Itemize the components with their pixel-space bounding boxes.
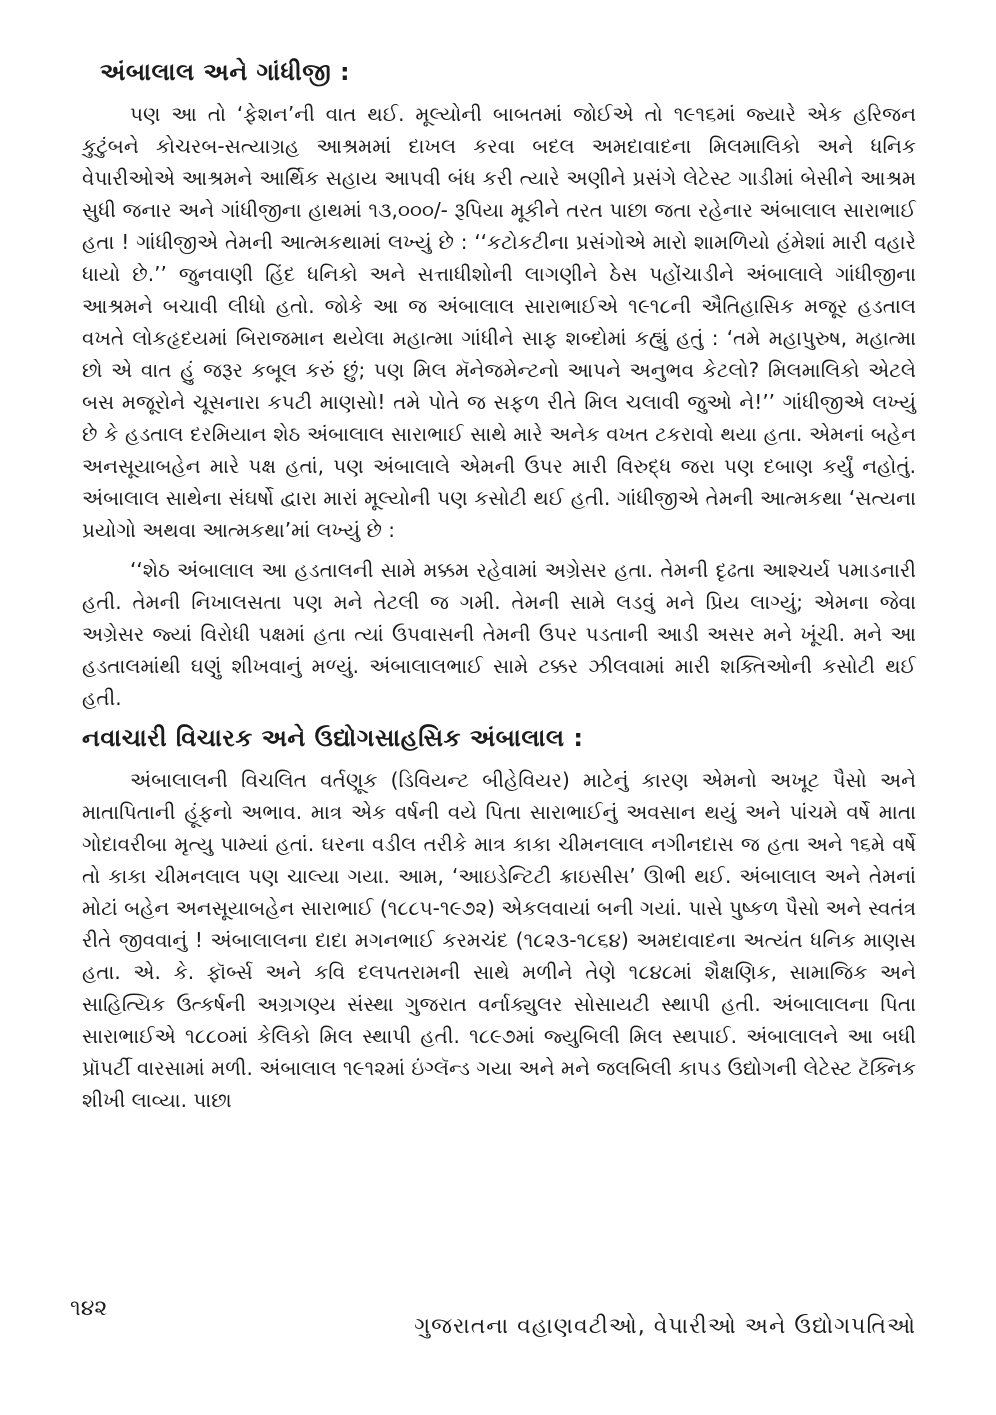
block-quote: ‘‘શેઠ અંબાલાલ આ હડતાલની સામે મક્કમ રહેવામાં અગ્રેસર હતા. તેમની દૃઢતા આશ્ચર્ય પમાડનારી હતી. તેમની નિખાલસતા પણ મને તેટલી જ ગમી. તેમની સામે લડવું મને પ્રિય લાગ્યું; એમના જેવા અગ્રેસર જ્યાં વિરોધી પક્ષમાં હતા ત્યાં ઉપવાસની તેમની ઉપર પડતાની આડી અસર મને ખૂંચી. મને આ હડતાલમાંથી ઘણું શીખવાનું મળ્યું. અંબાલાલભાઈ સામે ટક્કર ઝીલવામાં મારી શક્તિઓની કસોટી થઈ હતી. <box>82 558 916 710</box>
page-number: ૧૪૨ <box>70 1296 108 1321</box>
section-heading-innovative-thinker: નવાચારી વિચારક અને ઉદ્યોગસાહસિક અંબાલાલ : <box>82 724 584 752</box>
running-book-title: ગુજરાતના વહાણવટીઓ, વેપારીઓ અને ઉદ્યોગપતિઓ <box>414 1314 916 1339</box>
body-paragraph: અંબાલાલની વિચલિત વર્તણૂક (ડિવિયન્ટ બીહેવિયર) માટેનું કારણ એમનો અખૂટ પૈસો અને માતાપિતાની હૂંફનો અભાવ. માત્ર એક વર્ષની વયે પિતા સારાભાઈનું અવસાન થયું અને પાંચમે વર્ષે માતા ગોદાવરીબા મૃત્યુ પામ્યાં હતાં. ઘરના વડીલ તરીકે માત્ર કાકા ચીમનલાલ નગીનદાસ જ હતા અને ૧૬મે વર્ષે તો કાકા ચીમનલાલ પણ ચાલ્યા ગયા. આમ, ‘આઇડેન્ટિટી ક્રાઇસીસ’ ઊભી થઈ. અંબાલાલ અને તેમનાં મોટાં બહેન અનસૂયાબહેન સારાભાઈ (૧૮૮૫-૧૯૭૨) એકલવાયાં બની ગયાં. પાસે પુષ્કળ પૈસો અને સ્વતંત્ર રીતે જીવવાનું ! અંબાલાલના દાદા મગનભાઈ કરમચંદ (૧૮૨૩-૧૮૬૪) અમદાવાદના અત્યંત ધનિક માણસ હતા. એ. કે. ફૉર્બ્સ અને કવિ દલપતરામની સાથે મળીને તેણે ૧૮૪૮માં શૈક્ષણિક, સામાજિક અને સાહિત્યિક ઉત્કર્ષની અગ્રગણ્ય સંસ્થા ગુજરાત વર્નાક્યુલર સોસાયટી સ્થાપી હતી. અંબાલાલના પિતા સારાભાઈએ ૧૮૮૦માં કેલિકો મિલ સ્થાપી હતી. ૧૮૯૭માં જ્યુબિલી મિલ સ્થપાઈ. અંબાલાલને આ બધી પ્રૉપર્ટી વારસામાં મળી. અંબાલાલ ૧૯૧૨માં ઇંગ્લૅન્ડ ગયા અને મને જલબિલી કાપડ ઉદ્યોગની લેટેસ્ટ ટૅક્નિક શીખી લાવ્યા. પાછા <box>82 768 916 1112</box>
body-paragraph: પણ આ તો ‘ફેશન’ની વાત થઈ. મૂલ્યોની બાબતમાં જોઈએ તો ૧૯૧૬માં જ્યારે એક હરિજન કુટુંબને કોચરબ-સત્યાગ્રહ આશ્રમમાં દાખલ કરવા બદલ અમદાવાદના મિલમાલિકો અને ધનિક વેપારીઓએ આશ્રમને આર્થિક સહાય આપવી બંધ કરી ત્યારે અણીને પ્રસંગે લેટેસ્ટ ગાડીમાં બેસીને આશ્રમ સુધી જનાર અને ગાંધીજીના હાથમાં ૧૩,૦૦૦/- રૂપિયા મૂકીને તરત પાછા જતા રહેનાર અંબાલાલ સારાભાઈ હતા ! ગાંધીજીએ તેમની આત્મકથામાં લખ્યું છે : ‘‘કટોકટીના પ્રસંગોએ મારો શામળિયો હંમેશાં મારી વહારે ધાયો છે.’’ જુનવાણી હિંદ ધનિકો અને સત્તાધીશોની લાગણીને ઠેસ પહોંચાડીને અંબાલાલે ગાંધીજીના આશ્રમને બચાવી લીધો હતો. જોકે આ જ અંબાલાલ સારાભાઈએ ૧૯૧૮ની ઐતિહાસિક મજૂર હડતાલ વખતે લોકહૃદયમાં બિરાજમાન થયેલા મહાત્મા ગાંધીને સાફ શબ્દોમાં કહ્યું હતું : ‘તમે મહાપુરુષ, મહાત્મા છો એ વાત હું જરૂર કબૂલ કરું છું; પણ મિલ મૅનેજમેન્ટનો આપને અનુભવ કેટલો? મિલમાલિકો એટલે બસ મજૂરોને ચૂસનારા કપટી માણસો! તમે પોતે જ સફળ રીતે મિલ ચલાવી જુઓ ને!’’ ગાંધીજીએ લખ્યું છે કે હડતાલ દરમિયાન શેઠ અંબાલાલ સારાભાઈ સાથે મારે અનેક વખત ટકરાવો થયા હતા. એમનાં બહેન અનસૂયાબહેન મારે પક્ષ હતાં, પણ અંબાલાલે એમની ઉપર મારી વિરુદ્ધ જરા પણ દબાણ કર્યું નહોતું. અંબાલાલ સાથેના સંઘર્ષો દ્વારા મારાં મૂલ્યોની પણ કસોટી થઈ હતી. ગાંધીજીએ તેમની આત્મકથા ‘સત્યના પ્રયોગો અથવા આત્મકથા’માં લખ્યું છે : <box>82 102 916 542</box>
section-heading-ambalal-gandhi: અંબાલાલ અને ગાંધીજી : <box>100 58 351 86</box>
